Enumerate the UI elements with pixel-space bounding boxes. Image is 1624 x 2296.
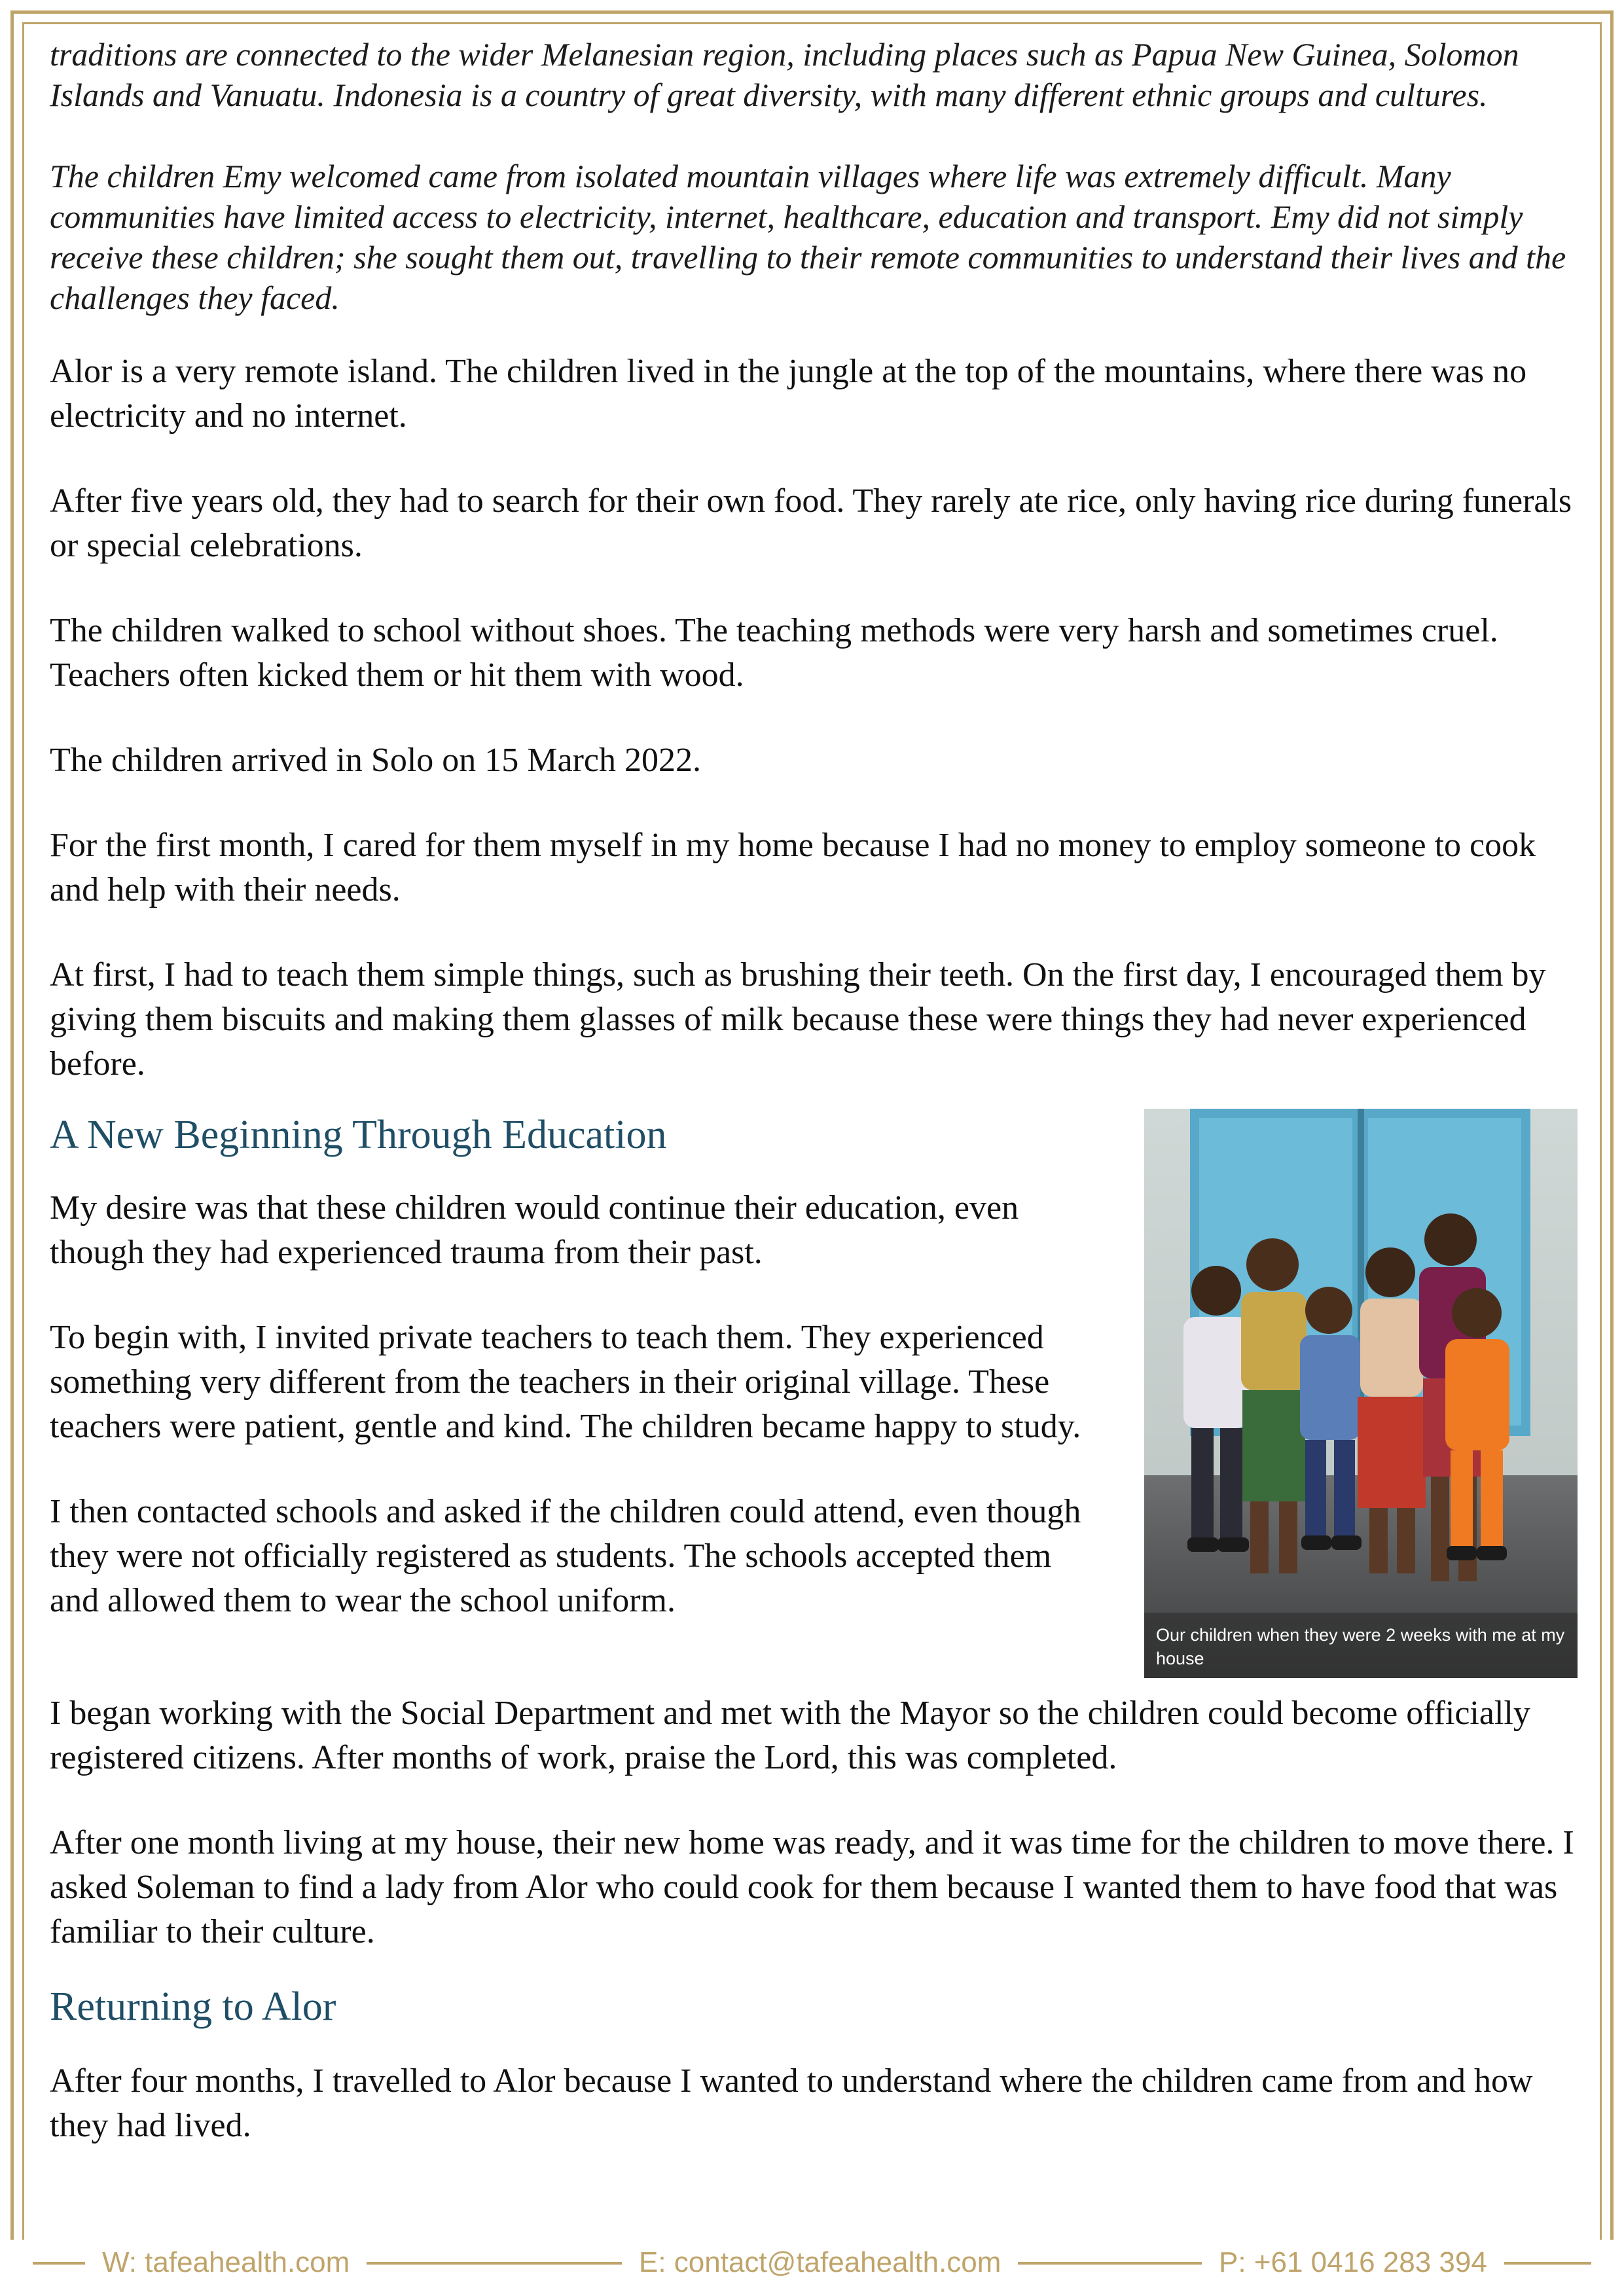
body-paragraph: I then contacted schools and asked if the children could attend, even though they were not officially registered as students. The schools accepted them and allowed them to wear the school uniform. bbox=[50, 1493, 1081, 1619]
body-paragraph: To begin with, I invited private teachers to teach them. They experienced something very different from the teachers in their original village. These teachers were patient, gentle and kind. The children became happy to study. bbox=[50, 1319, 1081, 1445]
body-paragraph: After one month living at my house, their new home was ready, and it was time for the children to move there. I asked Soleman to find a lady from Alor who could cook for them because I wanted them to have food that was familiar to their culture. bbox=[50, 1824, 1574, 1950]
intro-paragraph: The children Emy welcomed came from isolated mountain villages where life was extremely difficult. Many communities have limited access to electricity, internet, healthcare, education and transport. Emy did not simply receive these children; she sought them out, travelling to their remote communities to understand their lives and the challenges they faced. bbox=[50, 158, 1566, 316]
body-paragraph: The children arrived in Solo on 15 March 2022. bbox=[50, 742, 701, 779]
body-paragraph: My desire was that these children would continue their education, even though they had experienced trauma from their past. bbox=[50, 1189, 1019, 1271]
body-paragraph: I began working with the Social Department and met with the Mayor so the children could become officially registered citizens. After months of work, praise the Lord, this was completed. bbox=[50, 1695, 1530, 1776]
children-photo-illustration bbox=[1144, 1109, 1578, 1678]
section-text-column bbox=[50, 1109, 1097, 1623]
body-paragraph: After five years old, they had to search for their own food. They rarely ate rice, only having rice during funerals or special celebrations. bbox=[50, 482, 1572, 564]
page-content bbox=[50, 34, 1578, 2148]
children-photo bbox=[1144, 1109, 1578, 1678]
body-paragraph: For the first month, I cared for them myself in my home because I had no money to employ someone to cook and help with their needs. bbox=[50, 827, 1536, 908]
intro-paragraph: traditions are connected to the wider Melanesian region, including places such as Papua New Guinea, Solomon Islands and Vanuatu. Indonesia is a country of great diversity, with many different ethnic groups and cultures. bbox=[50, 36, 1519, 113]
footer-website-link[interactable]: W: tafeahealth.com bbox=[85, 2243, 367, 2282]
section-returning-to-alor bbox=[50, 1981, 1578, 2148]
body-paragraph: After four months, I travelled to Alor because I wanted to understand where the children came from and how they had lived. bbox=[50, 2062, 1533, 2144]
body-paragraph: Alor is a very remote island. The children lived in the jungle at the top of the mountains, where there was no electricity and no internet. bbox=[50, 353, 1527, 435]
body-paragraph: The children walked to school without shoes. The teaching methods were very harsh and sometimes cruel. Teachers often kicked them or hit them with wood. bbox=[50, 612, 1498, 694]
photo-caption: Our children when they were 2 weeks with me at my house bbox=[1156, 1625, 1565, 1668]
section-heading: Returning to Alor bbox=[50, 1984, 336, 2029]
page-footer bbox=[0, 2240, 1624, 2286]
body-paragraph: At first, I had to teach them simple things, such as brushing their teeth. On the first day, I encouraged them by giving them biscuits and making them glasses of milk because these were things they had never experienced before. bbox=[50, 956, 1546, 1083]
section-new-beginning bbox=[50, 1109, 1578, 1685]
footer-email-link[interactable]: E: contact@tafeahealth.com bbox=[622, 2243, 1018, 2282]
footer-phone-link[interactable]: P: +61 0416 283 394 bbox=[1202, 2243, 1504, 2282]
section-heading: A New Beginning Through Education bbox=[50, 1113, 667, 1157]
